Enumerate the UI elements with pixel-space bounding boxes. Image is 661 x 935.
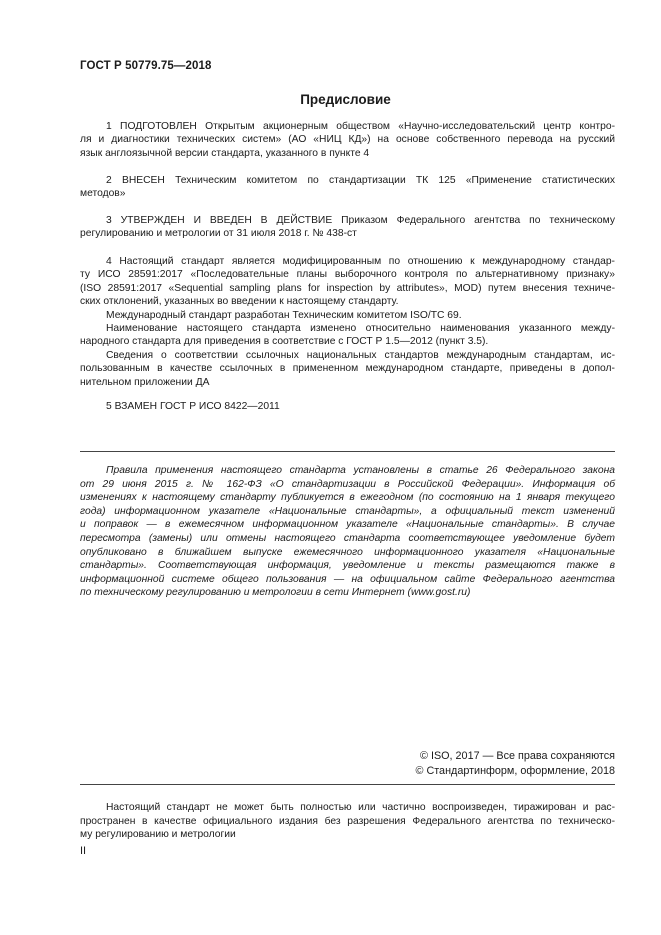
document-code: ГОСТ Р 50779.75—2018 <box>80 60 212 72</box>
text-line: нительном приложении ДА <box>80 376 210 388</box>
text-line: Настоящий стандарт не может быть полностью или частично воспроизведен, тиражирован и рас- <box>106 802 615 813</box>
text-line: изменениях к настоящему стандарту публикуется в ежегодном (по состоянию на 1 января текущего <box>80 492 615 504</box>
copyright-iso: © ISO, 2017 — Все права сохраняются <box>420 750 615 762</box>
preface-item-3 <box>80 214 615 241</box>
text-line: ских отклонений, указанных во введении к настоящему стандарту. <box>80 296 399 308</box>
text-line: 2 ВНЕСЕН Техническим комитетом по стандартизации ТК 125 «Применение статистических <box>106 175 615 186</box>
preface-item-2 <box>80 174 615 201</box>
text-line: Правила применения настоящего стандарта установлены в статье 26 Федерального закона <box>106 465 615 476</box>
standards-notice <box>80 464 615 600</box>
text-line: 4 Настоящий стандарт является модифицированным по отношению к международному стандар- <box>106 256 615 267</box>
text-line: ля и диагностики технических систем» (АО «НИЦ КД») на основе собственного перевода на русский <box>80 134 615 146</box>
text-line: пространен в качестве официального издания без разрешения Федерального агентства по техническо- <box>80 815 615 827</box>
text-line: регулированию и метрологии от 31 июля 2018 г. № 438-ст <box>80 228 357 240</box>
text-line: года) информационном указателе «Национальные стандарты», а официальный текст изменений <box>80 505 615 517</box>
text-line: народного стандарта для приведения в соответствие с ГОСТ Р 1.5—2012 (пункт 3.5). <box>80 336 489 348</box>
text-line: язык англоязычной версии стандарта, указанного в пункте 4 <box>80 147 370 159</box>
text-line: и поправок — в ежемесячном информационном указателе «Национальные стандарты». В случае <box>80 519 615 531</box>
text-line: Сведения о соответствии ссылочных национальных стандартов международным стандартам, ис- <box>106 349 615 361</box>
preface-item-1 <box>80 120 615 160</box>
text-line: му регулированию и метрологии <box>80 829 236 841</box>
text-line: стандарты». Соответствующая информация, уведомление и тексты размещаются также в <box>80 560 615 572</box>
text-line: по техническому регулированию и метрологии в сети Интернет (www.gost.ru) <box>80 587 471 599</box>
text-line: Наименование настоящего стандарта изменено относительно наименования указанного между- <box>106 323 615 335</box>
preface-item-4 <box>80 255 615 389</box>
text-line: Международный стандарт разработан Техническим комитетом ISO/TC 69. <box>106 309 462 321</box>
text-line: (ISO 28591:2017 «Sequential sampling plans for inspection by attributes», MOD) путем внесения техниче- <box>80 282 615 294</box>
text-line: информационной системе общего пользования — на официальном сайте Федерального агентства <box>80 573 615 585</box>
separator-rule <box>80 784 615 785</box>
text-line: 1 ПОДГОТОВЛЕН Открытым акционерным обществом «Научно-исследовательский центр контро- <box>106 121 615 132</box>
text-line: 5 ВЗАМЕН ГОСТ Р ИСО 8422—2011 <box>106 401 280 412</box>
preface-item-5 <box>80 400 615 413</box>
reproduction-notice <box>80 801 615 842</box>
text-line: опубликовано в ближайшем выпуске ежемесячного информационного указателя «Национальные <box>80 546 615 558</box>
text-line: пересмотра (замены) или отмены настоящего стандарта соответствующее уведомление будет <box>80 532 615 544</box>
text-line: от 29 июня 2015 г. № 162-ФЗ «О стандартизации в Российской Федерации». Информация об <box>80 478 615 490</box>
page-number: II <box>80 845 87 857</box>
copyright-standartinform: © Стандартинформ, оформление, 2018 <box>415 765 615 777</box>
separator-rule <box>80 451 615 452</box>
text-line: 3 УТВЕРЖДЕН И ВВЕДЕН В ДЕЙСТВИЕ Приказом Федерального агентства по техническому <box>106 215 615 226</box>
text-line: пользованным в качестве ссылочных в примененном международном стандарте, приведены в допол- <box>80 363 615 375</box>
text-line: ту ИСО 28591:2017 «Последовательные планы выборочного контроля по альтернативному признаку» <box>80 269 615 281</box>
text-line: методов» <box>80 188 126 200</box>
copyright-block <box>80 749 615 779</box>
preface-title: Предисловие <box>300 92 391 107</box>
